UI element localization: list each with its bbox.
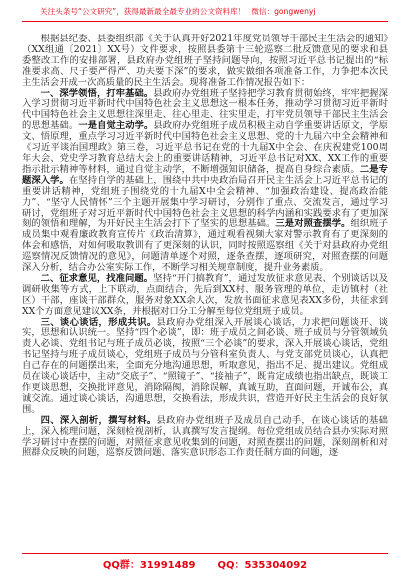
header-wechat-id: 微信：gongwenyj <box>251 7 316 16</box>
section-four-text: 县政府办党组班子及成员自己动手，在谈心谈话的基础上，深入梳理问题，深刻检视剖析，认真撰写发言提纲。每位党组成员结合县办实际对照学习研讨中查摆的问题，对照征求意见收集到的问题，对照查摆出的问题，深刻剖析和对照群众反映的问题，巡察反馈问题、落实意识形态工作责任制方面的问题，逐 <box>22 414 388 459</box>
section-two-heading: 二、征求意见，找准问题。 <box>40 272 154 284</box>
section-four-paragraph <box>22 416 388 460</box>
section-three-text: 县政府办党组深入开展谈心谈话，力求把问题谈开、谈实，思想和认识统一。坚持“四个必谈”，即：班子成员之间必谈、班子成员与分管领域负责人必谈、党组书记与班子成员必谈，按照“三个必谈”的要求，深入开展谈心谈话，党组书记坚持与班子成员谈心，党组班子成员与分管科室负责人、与党支部党员谈心，认真把自己存在的问题摆出来，全面充分地沟通思想，听取意见，指出不足、提出建议。党组成员在谈心谈话中，主动“交底子”、“照镜子”、“接袖子”，既肯定成绩也指出缺点，既谈工作更谈思想，交换批评意见，消除隔阂，消除误解，真诚互助，直面问题，开诚布公，真诚交流。通过谈心谈话，沟通思想，交换看法，形成共识，营造开好民主生活会的良好氛围。 <box>22 316 388 415</box>
header-divider <box>22 21 388 22</box>
section-one-point-one-text: 县政府办党组班子成员积极主动自学重要讲话原文，学原文、悟原理，重点学习习近平新时代中国特色社会主义思想、党的十九届六中全会精神和《习近平谈治国理政》第三卷，习近平总书记在党的十九届X中全会、在庆祝建党100周年大会、党史学习教育总结大会上的重要讲话精神，习近平总书记对XX、XX工作的重要指示批示精神等材料，通过自觉主动学，不断增强知识储备，提高自身综合素质。 <box>22 120 388 175</box>
section-three-paragraph <box>22 318 388 416</box>
section-one-point-three: 三是对照查摆学。 <box>275 218 351 230</box>
section-two-paragraph <box>22 274 388 318</box>
document-body <box>22 34 388 548</box>
section-one-text: 县政府办党组班子坚持把学习教育贯彻始终，牢牢把握深入学习贯彻习近平新时代中国特色社会主义思想这一根本任务，推动学习贯彻习近平新时代中国特色社会主义思想往深里走、往心里走、往实里走，打牢党员领导干部民主生活会的思想基础。 <box>22 87 388 132</box>
footer-contact <box>22 558 388 574</box>
header-notice-text: 关注头条号“公文研究”，获得最新最全最专业的公文资料库！ <box>40 7 246 16</box>
footer-divider <box>22 553 388 554</box>
section-four-heading: 四、深入剖析，撰写材料。 <box>40 414 157 426</box>
section-one-paragraph <box>22 89 388 274</box>
section-one-point-one: 一是自觉主动学。 <box>78 120 154 132</box>
section-one-point-three-text: 组织班子成员集中观看廉政教育宣传片《政治清算》，通过观看视频大家对警示教育有了更深刻的体会和感悟，对如何吸取教训有了更深刻的认识，同时按照巡察组《关于对县政府办党组巡察情况反馈情况的意见》，问题清单逐个对照，逐条查摆，逐项研究，对照查摆的问题深入分析，结合办公室实际工作，不断学习相关规章制度，提升业务素质。 <box>22 218 388 274</box>
section-two-text: 坚持“开门搞教育”，通过发放征求意见表、个别谈话以及调研收集等方式，上下联动，点面结合，先后到XX村、服务管理的单位，走访镇村（社区）干部，座谈干部群众，服务对象XX余人次，发放书面征求意见表XX多份，共征求到XX个方面意见建议XX条，并根据对口分工分解至每位党组班子成员。 <box>22 272 388 317</box>
section-one-point-two-text: 在坚持自学的基础上，围绕中共中央政治局召开民主生活会上习近平总书记的重要讲话精神，党组班子围绕党的十九届X中全会精神、“加强政治建设、提高政治能力”、“坚守人民情怀”三个主题开展集中学习研讨，分别作了重点、交流发言，通过学习研讨，党组班子对习近平新时代中国特色社会主义思想的科学内涵和实践要求有了更加深刻的领悟和理解，为开好民主生活会打下了坚实的思想基础。 <box>22 174 388 230</box>
section-three-heading: 三、谈心谈话，形成共识。 <box>40 316 157 328</box>
footer-qq-group: QQ群：31991489 <box>102 560 196 571</box>
intro-paragraph <box>22 34 388 89</box>
footer-qq: QQ：535304092 <box>217 560 308 571</box>
section-one-heading: 一、深学领悟，打牢基础。 <box>40 87 154 99</box>
header-notice <box>40 6 388 18</box>
section-one-point-two: 二是专题深入学。 <box>22 163 388 186</box>
intro-text: 根据县纪委、县委组织部《关于认真开好2021年度党员领导干部民主生活会的通知》（XX组通〔2021〕XX号）文件要求，按照县委第十三轮巡察二批反馈意见的要求和县委整改工作的安排部署，县政府办党组班子坚持问题导向，按照习近平总书记提出的“标准要求高、尺子要严得严、功夫要下深”的要求，做实做细各项准备工作，力争把本次民主生活会开成一次高质量的民主生活会。现将准备工作情况报告如下： <box>22 34 388 88</box>
